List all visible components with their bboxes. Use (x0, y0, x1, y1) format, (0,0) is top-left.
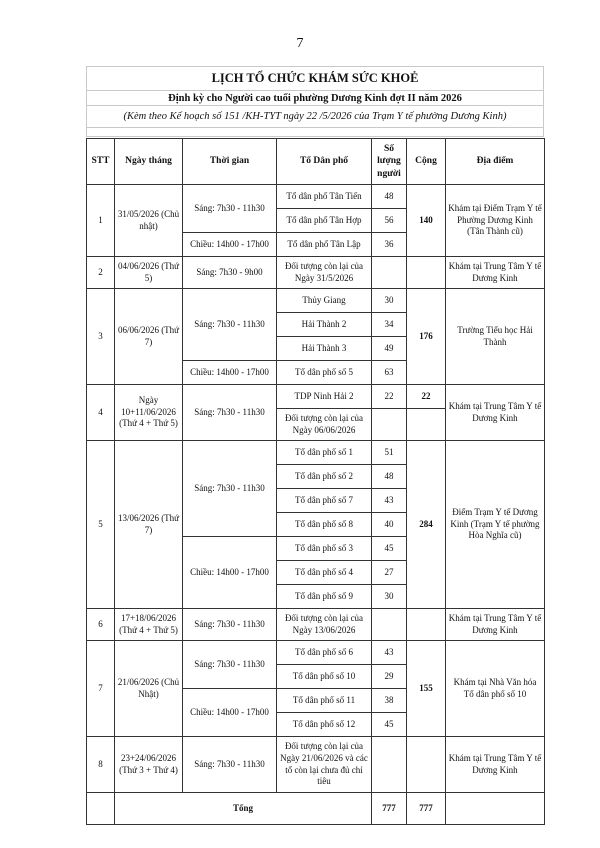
cell-group: Tổ dân phố số 9 (277, 585, 372, 609)
table-row (87, 289, 545, 313)
cell-stt: 2 (87, 257, 115, 289)
header-time: Thời gian (183, 139, 277, 185)
table-row (87, 441, 545, 465)
cell-count: 48 (372, 185, 407, 209)
table-row (87, 641, 545, 665)
cell-group: Hải Thành 3 (277, 337, 372, 361)
cell-count: 30 (372, 585, 407, 609)
cell-place: Khám tại Trung Tâm Y tế Dương Kinh (446, 385, 545, 441)
cell-stt: 8 (87, 737, 115, 793)
total-sum: 777 (407, 793, 446, 825)
cell-count: 29 (372, 665, 407, 689)
document-header (86, 66, 544, 137)
cell-time: Sáng: 7h30 - 11h30 (183, 185, 277, 233)
cell-stt: 5 (87, 441, 115, 609)
cell-group: Thủy Giang (277, 289, 372, 313)
spacer-row (87, 128, 544, 137)
cell-group: Tổ dân phố số 3 (277, 537, 372, 561)
cell-place: Điểm Trạm Y tế Dương Kinh (Trạm Y tế phường Hòa Nghĩa cũ) (446, 441, 545, 609)
cell-group: Tổ dân phố số 6 (277, 641, 372, 665)
cell-stt: 1 (87, 185, 115, 257)
cell-count (372, 257, 407, 289)
cell-group: Đối tượng còn lại của Ngày 06/06/2026 (277, 409, 372, 441)
cell-sum-empty (407, 409, 446, 441)
header-date: Ngày tháng (115, 139, 183, 185)
cell-place: Khám tại Điểm Trạm Y tế Phường Dương Kinh (Tân Thành cũ) (446, 185, 545, 257)
cell-time: Sáng: 7h30 - 11h30 (183, 441, 277, 537)
cell-sum: 22 (407, 385, 446, 409)
cell-group: Tổ dân phố Tân Tiến (277, 185, 372, 209)
cell-group: Tổ dân phố số 4 (277, 561, 372, 585)
cell-place: Khám tại Trung Tâm Y tế Dương Kinh (446, 609, 545, 641)
cell-sum (407, 737, 446, 793)
cell-count: 22 (372, 385, 407, 409)
document-title: LỊCH TỔ CHỨC KHÁM SỨC KHOẺ (87, 67, 544, 91)
cell-count: 48 (372, 465, 407, 489)
cell-group: Tổ dân phố số 7 (277, 489, 372, 513)
cell-place: Khám tại Nhà Văn hóa Tổ dân phố số 10 (446, 641, 545, 737)
cell-time: Chiều: 14h00 - 17h00 (183, 233, 277, 257)
cell-date: 23+24/06/2026 (Thứ 3 + Thứ 4) (115, 737, 183, 793)
cell-count: 51 (372, 441, 407, 465)
cell-time: Sáng: 7h30 - 11h30 (183, 385, 277, 441)
cell-place: Trường Tiểu học Hải Thành (446, 289, 545, 385)
table-header-row (87, 139, 545, 185)
header-sum: Cộng (407, 139, 446, 185)
cell-count: 40 (372, 513, 407, 537)
cell-group: Tổ dân phố số 11 (277, 689, 372, 713)
table-row (87, 609, 545, 641)
cell-time: Chiều: 14h00 - 17h00 (183, 361, 277, 385)
cell-count: 27 (372, 561, 407, 585)
document-reference: (Kèm theo Kế hoạch số 151 /KH-TYT ngày 22 /5/2026 của Trạm Y tế phường Dương Kinh) (87, 106, 544, 128)
cell-stt: 3 (87, 289, 115, 385)
schedule-table (86, 138, 545, 825)
cell-time: Chiều: 14h00 - 17h00 (183, 537, 277, 609)
cell-stt: 6 (87, 609, 115, 641)
header-count: Số lượng người (372, 139, 407, 185)
cell-group: Tổ dân phố số 2 (277, 465, 372, 489)
table-row (87, 385, 545, 409)
cell-count: 45 (372, 713, 407, 737)
total-label: Tổng (115, 793, 372, 825)
cell-count: 34 (372, 313, 407, 337)
cell-count (372, 737, 407, 793)
cell-date: Ngày 10+11/06/2026 (Thứ 4 + Thứ 5) (115, 385, 183, 441)
cell-stt: 4 (87, 385, 115, 441)
cell-stt: 7 (87, 641, 115, 737)
cell-time: Sáng: 7h30 - 9h00 (183, 257, 277, 289)
table-row (87, 257, 545, 289)
cell-group: Tổ dân phố Tân Lập (277, 233, 372, 257)
cell-sum: 155 (407, 641, 446, 737)
cell-count (372, 609, 407, 641)
cell-sum (407, 609, 446, 641)
cell-time: Sáng: 7h30 - 11h30 (183, 609, 277, 641)
total-row (87, 793, 545, 825)
cell-time: Sáng: 7h30 - 11h30 (183, 737, 277, 793)
cell-count: 38 (372, 689, 407, 713)
cell-count: 36 (372, 233, 407, 257)
cell-count: 56 (372, 209, 407, 233)
cell-count: 45 (372, 537, 407, 561)
total-count: 777 (372, 793, 407, 825)
cell-place: Khám tại Trung Tâm Y tế Dương Kinh (446, 737, 545, 793)
cell-time: Sáng: 7h30 - 11h30 (183, 641, 277, 689)
cell-group: Đối tượng còn lại của Ngày 13/06/2026 (277, 609, 372, 641)
cell-group: Tổ dân phố số 12 (277, 713, 372, 737)
table-row (87, 185, 545, 209)
document-subtitle: Định kỳ cho Người cao tuổi phường Dương Kinh đợt II năm 2026 (87, 91, 544, 106)
cell-group: Đối tượng còn lại của Ngày 21/06/2026 và các tổ còn lại chưa đủ chỉ tiêu (277, 737, 372, 793)
header-place: Địa điểm (446, 139, 545, 185)
cell-count: 63 (372, 361, 407, 385)
cell-place: Khám tại Trung Tâm Y tế Dương Kinh (446, 257, 545, 289)
cell-count: 49 (372, 337, 407, 361)
cell-count (372, 409, 407, 441)
cell-sum: 140 (407, 185, 446, 257)
cell-empty (446, 793, 545, 825)
cell-group: Tổ dân phố số 8 (277, 513, 372, 537)
cell-group: Tổ dân phố số 1 (277, 441, 372, 465)
header-group: Tổ Dân phố (277, 139, 372, 185)
table-row (87, 737, 545, 793)
cell-sum (407, 257, 446, 289)
cell-group: TDP Ninh Hải 2 (277, 385, 372, 409)
cell-date: 31/05/2026 (Chủ nhật) (115, 185, 183, 257)
cell-sum: 284 (407, 441, 446, 609)
cell-group: Tổ dân phố số 10 (277, 665, 372, 689)
cell-count: 30 (372, 289, 407, 313)
cell-date: 06/06/2026 (Thứ 7) (115, 289, 183, 385)
cell-date: 04/06/2026 (Thứ 5) (115, 257, 183, 289)
cell-date: 21/06/2026 (Chủ Nhật) (115, 641, 183, 737)
cell-group: Hải Thành 2 (277, 313, 372, 337)
header-stt: STT (87, 139, 115, 185)
cell-group: Tổ dân phố số 5 (277, 361, 372, 385)
cell-group: Tổ dân phố Tân Hợp (277, 209, 372, 233)
cell-empty (87, 793, 115, 825)
cell-date: 13/06/2026 (Thứ 7) (115, 441, 183, 609)
cell-count: 43 (372, 489, 407, 513)
cell-time: Sáng: 7h30 - 11h30 (183, 289, 277, 361)
cell-time: Chiều: 14h00 - 17h00 (183, 689, 277, 737)
cell-group: Đối tượng còn lại của Ngày 31/5/2026 (277, 257, 372, 289)
cell-sum: 176 (407, 289, 446, 385)
cell-date: 17+18/06/2026 (Thứ 4 + Thứ 5) (115, 609, 183, 641)
cell-count: 43 (372, 641, 407, 665)
page-number: 7 (296, 36, 304, 51)
